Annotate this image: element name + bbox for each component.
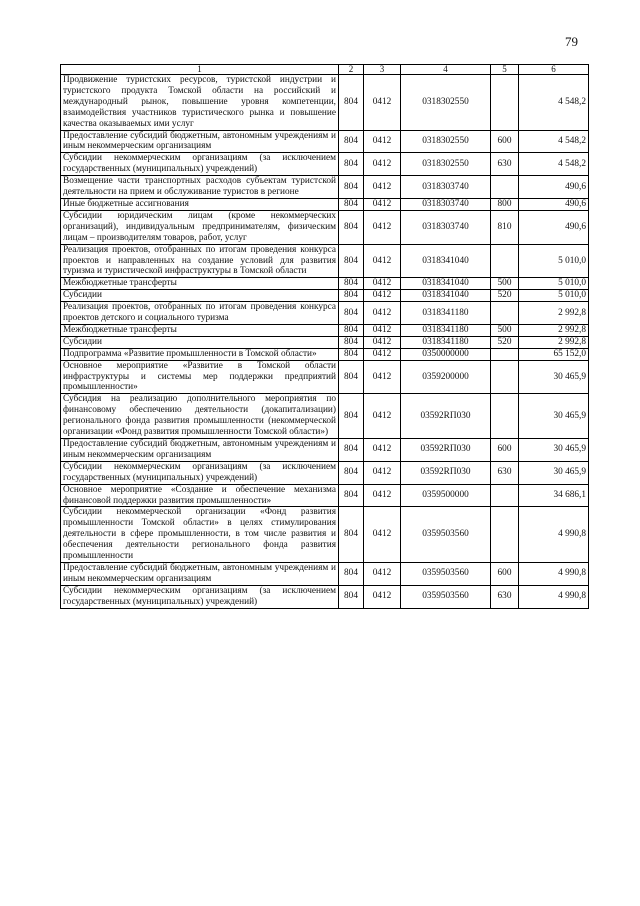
ministry-code: 804 bbox=[339, 302, 364, 325]
ministry-code: 804 bbox=[339, 210, 364, 244]
section-code: 0412 bbox=[364, 439, 401, 462]
amount: 4 990,8 bbox=[519, 562, 589, 585]
row-name: Реализация проектов, отобранных по итогам проведения конкурса проектов детского и социального туризма bbox=[61, 302, 339, 325]
table-row bbox=[61, 290, 589, 302]
table-row bbox=[61, 394, 589, 439]
section-code: 0412 bbox=[364, 130, 401, 153]
row-name: Предоставление субсидий бюджетным, автономным учреждениям и иным некоммерческим организациям bbox=[61, 562, 339, 585]
row-name: Субсидии юридическим лицам (кроме некоммерческих организаций), индивидуальным предпринимателям, физическим лицам – производителям товаров, работ, услуг bbox=[61, 210, 339, 244]
expense-type-code: 630 bbox=[491, 461, 519, 484]
ministry-code: 804 bbox=[339, 394, 364, 439]
table-row bbox=[61, 302, 589, 325]
amount: 30 465,9 bbox=[519, 360, 589, 394]
target-article-code: 0318341180 bbox=[401, 324, 491, 336]
section-code: 0412 bbox=[364, 461, 401, 484]
table-row bbox=[61, 75, 589, 131]
table-row bbox=[61, 484, 589, 507]
section-code: 0412 bbox=[364, 562, 401, 585]
section-code: 0412 bbox=[364, 244, 401, 278]
ministry-code: 804 bbox=[339, 153, 364, 176]
expense-type-code bbox=[491, 507, 519, 563]
table-row bbox=[61, 507, 589, 563]
ministry-code: 804 bbox=[339, 198, 364, 210]
column-header: 4 bbox=[401, 65, 491, 75]
section-code: 0412 bbox=[364, 348, 401, 360]
amount: 34 686,1 bbox=[519, 484, 589, 507]
expense-type-code bbox=[491, 176, 519, 199]
section-code: 0412 bbox=[364, 290, 401, 302]
target-article-code: 0318302550 bbox=[401, 75, 491, 131]
row-name: Субсидии bbox=[61, 336, 339, 348]
ministry-code: 804 bbox=[339, 348, 364, 360]
expense-type-code bbox=[491, 360, 519, 394]
table-row bbox=[61, 336, 589, 348]
amount: 30 465,9 bbox=[519, 394, 589, 439]
ministry-code: 804 bbox=[339, 176, 364, 199]
target-article-code: 0359500000 bbox=[401, 484, 491, 507]
expense-type-code bbox=[491, 75, 519, 131]
expense-type-code: 600 bbox=[491, 562, 519, 585]
target-article-code: 0359200000 bbox=[401, 360, 491, 394]
expense-type-code: 520 bbox=[491, 290, 519, 302]
section-code: 0412 bbox=[364, 507, 401, 563]
expense-type-code: 630 bbox=[491, 585, 519, 608]
ministry-code: 804 bbox=[339, 360, 364, 394]
amount: 2 992,8 bbox=[519, 302, 589, 325]
row-name: Субсидии некоммерческим организациям (за исключением государственных (муниципальных) учреждений) bbox=[61, 461, 339, 484]
row-name: Основное мероприятие «Развитие в Томской области инфраструктуры и системы мер поддержки предприятий промышленности» bbox=[61, 360, 339, 394]
target-article-code: 0359503560 bbox=[401, 507, 491, 563]
row-name: Иные бюджетные ассигнования bbox=[61, 198, 339, 210]
target-article-code: 0350000000 bbox=[401, 348, 491, 360]
amount: 4 990,8 bbox=[519, 507, 589, 563]
expense-type-code: 500 bbox=[491, 324, 519, 336]
section-code: 0412 bbox=[364, 394, 401, 439]
target-article-code: 03592RП030 bbox=[401, 394, 491, 439]
amount: 490,6 bbox=[519, 198, 589, 210]
target-article-code: 0318303740 bbox=[401, 210, 491, 244]
row-name: Субсидии некоммерческой организации «Фонд развития промышленности Томской области» в целях стимулирования деятельности в сфере промышленности, в том числе развития и обеспечения деятельности регионального фонда развития промышленности bbox=[61, 507, 339, 563]
target-article-code: 0318341040 bbox=[401, 290, 491, 302]
table-row bbox=[61, 278, 589, 290]
table-row bbox=[61, 439, 589, 462]
expense-type-code: 500 bbox=[491, 278, 519, 290]
table-row bbox=[61, 461, 589, 484]
amount: 4 548,2 bbox=[519, 153, 589, 176]
expense-type-code: 810 bbox=[491, 210, 519, 244]
target-article-code: 0359503560 bbox=[401, 562, 491, 585]
expense-type-code: 630 bbox=[491, 153, 519, 176]
amount: 2 992,8 bbox=[519, 324, 589, 336]
amount: 4 548,2 bbox=[519, 130, 589, 153]
section-code: 0412 bbox=[364, 176, 401, 199]
expense-type-code bbox=[491, 244, 519, 278]
row-name: Субсидии некоммерческим организациям (за исключением государственных (муниципальных) учреждений) bbox=[61, 153, 339, 176]
row-name: Межбюджетные трансферты bbox=[61, 324, 339, 336]
target-article-code: 0318302550 bbox=[401, 153, 491, 176]
amount: 4 548,2 bbox=[519, 75, 589, 131]
table-row bbox=[61, 562, 589, 585]
amount: 30 465,9 bbox=[519, 461, 589, 484]
target-article-code: 0318303740 bbox=[401, 198, 491, 210]
table-row bbox=[61, 198, 589, 210]
section-code: 0412 bbox=[364, 360, 401, 394]
column-header: 5 bbox=[491, 65, 519, 75]
row-name: Продвижение туристских ресурсов, туристской индустрии и туристского продукта Томской области на российский и международный рынок, повышение уровня компетенции, взаимодействия участников туристического рынка и повышение качества оказываемых ими услуг bbox=[61, 75, 339, 131]
section-code: 0412 bbox=[364, 324, 401, 336]
row-name: Межбюджетные трансферты bbox=[61, 278, 339, 290]
target-article-code: 0359503560 bbox=[401, 585, 491, 608]
ministry-code: 804 bbox=[339, 562, 364, 585]
ministry-code: 804 bbox=[339, 130, 364, 153]
target-article-code: 0318302550 bbox=[401, 130, 491, 153]
page-number: 79 bbox=[565, 34, 578, 49]
amount: 490,6 bbox=[519, 210, 589, 244]
section-code: 0412 bbox=[364, 585, 401, 608]
table-header-row bbox=[61, 65, 589, 75]
ministry-code: 804 bbox=[339, 461, 364, 484]
expense-type-code bbox=[491, 302, 519, 325]
expense-type-code: 600 bbox=[491, 130, 519, 153]
table-row bbox=[61, 348, 589, 360]
column-header: 6 bbox=[519, 65, 589, 75]
row-name: Субсидии некоммерческим организациям (за исключением государственных (муниципальных) учреждений) bbox=[61, 585, 339, 608]
amount: 5 010,0 bbox=[519, 278, 589, 290]
expense-type-code bbox=[491, 348, 519, 360]
section-code: 0412 bbox=[364, 210, 401, 244]
section-code: 0412 bbox=[364, 75, 401, 131]
amount: 490,6 bbox=[519, 176, 589, 199]
target-article-code: 0318341040 bbox=[401, 278, 491, 290]
amount: 65 152,0 bbox=[519, 348, 589, 360]
ministry-code: 804 bbox=[339, 75, 364, 131]
column-header: 3 bbox=[364, 65, 401, 75]
expense-type-code: 600 bbox=[491, 439, 519, 462]
section-code: 0412 bbox=[364, 278, 401, 290]
ministry-code: 804 bbox=[339, 244, 364, 278]
section-code: 0412 bbox=[364, 484, 401, 507]
row-name: Предоставление субсидий бюджетным, автономным учреждениям и иным некоммерческим организациям bbox=[61, 130, 339, 153]
table-row bbox=[61, 176, 589, 199]
table-row bbox=[61, 130, 589, 153]
column-header: 2 bbox=[339, 65, 364, 75]
ministry-code: 804 bbox=[339, 278, 364, 290]
ministry-code: 804 bbox=[339, 290, 364, 302]
amount: 30 465,9 bbox=[519, 439, 589, 462]
row-name: Субсидии bbox=[61, 290, 339, 302]
row-name: Предоставление субсидий бюджетным, автономным учреждениям и иным некоммерческим организациям bbox=[61, 439, 339, 462]
section-code: 0412 bbox=[364, 198, 401, 210]
row-name: Реализация проектов, отобранных по итогам проведения конкурса проектов и направленных на создание условий для развития туризма и туристической инфраструктуры в Томской области bbox=[61, 244, 339, 278]
table-row bbox=[61, 244, 589, 278]
target-article-code: 0318341040 bbox=[401, 244, 491, 278]
ministry-code: 804 bbox=[339, 324, 364, 336]
target-article-code: 0318303740 bbox=[401, 176, 491, 199]
ministry-code: 804 bbox=[339, 507, 364, 563]
amount: 2 992,8 bbox=[519, 336, 589, 348]
ministry-code: 804 bbox=[339, 336, 364, 348]
target-article-code: 0318341180 bbox=[401, 336, 491, 348]
expense-type-code: 800 bbox=[491, 198, 519, 210]
table-row bbox=[61, 210, 589, 244]
expense-type-code: 520 bbox=[491, 336, 519, 348]
ministry-code: 804 bbox=[339, 484, 364, 507]
row-name: Подпрограмма «Развитие промышленности в Томской области» bbox=[61, 348, 339, 360]
row-name: Возмещение части транспортных расходов субъектам туристской деятельности на прием и обслуживание туристов в регионе bbox=[61, 176, 339, 199]
amount: 4 990,8 bbox=[519, 585, 589, 608]
ministry-code: 804 bbox=[339, 585, 364, 608]
section-code: 0412 bbox=[364, 302, 401, 325]
table-row bbox=[61, 360, 589, 394]
section-code: 0412 bbox=[364, 336, 401, 348]
amount: 5 010,0 bbox=[519, 290, 589, 302]
target-article-code: 03592RП030 bbox=[401, 439, 491, 462]
section-code: 0412 bbox=[364, 153, 401, 176]
budget-table bbox=[60, 64, 589, 609]
amount: 5 010,0 bbox=[519, 244, 589, 278]
column-header: 1 bbox=[61, 65, 339, 75]
table-row bbox=[61, 585, 589, 608]
table-row bbox=[61, 153, 589, 176]
expense-type-code bbox=[491, 484, 519, 507]
target-article-code: 03592RП030 bbox=[401, 461, 491, 484]
ministry-code: 804 bbox=[339, 439, 364, 462]
table-row bbox=[61, 324, 589, 336]
target-article-code: 0318341180 bbox=[401, 302, 491, 325]
row-name: Субсидия на реализацию дополнительного мероприятия по финансовому обеспечению деятельности (докапитализации) регионального фонда развития промышленности (некоммерческой организации «Фонд развития промышленности Томской области») bbox=[61, 394, 339, 439]
expense-type-code bbox=[491, 394, 519, 439]
row-name: Основное мероприятие «Создание и обеспечение механизма финансовой поддержки развития промышленности» bbox=[61, 484, 339, 507]
